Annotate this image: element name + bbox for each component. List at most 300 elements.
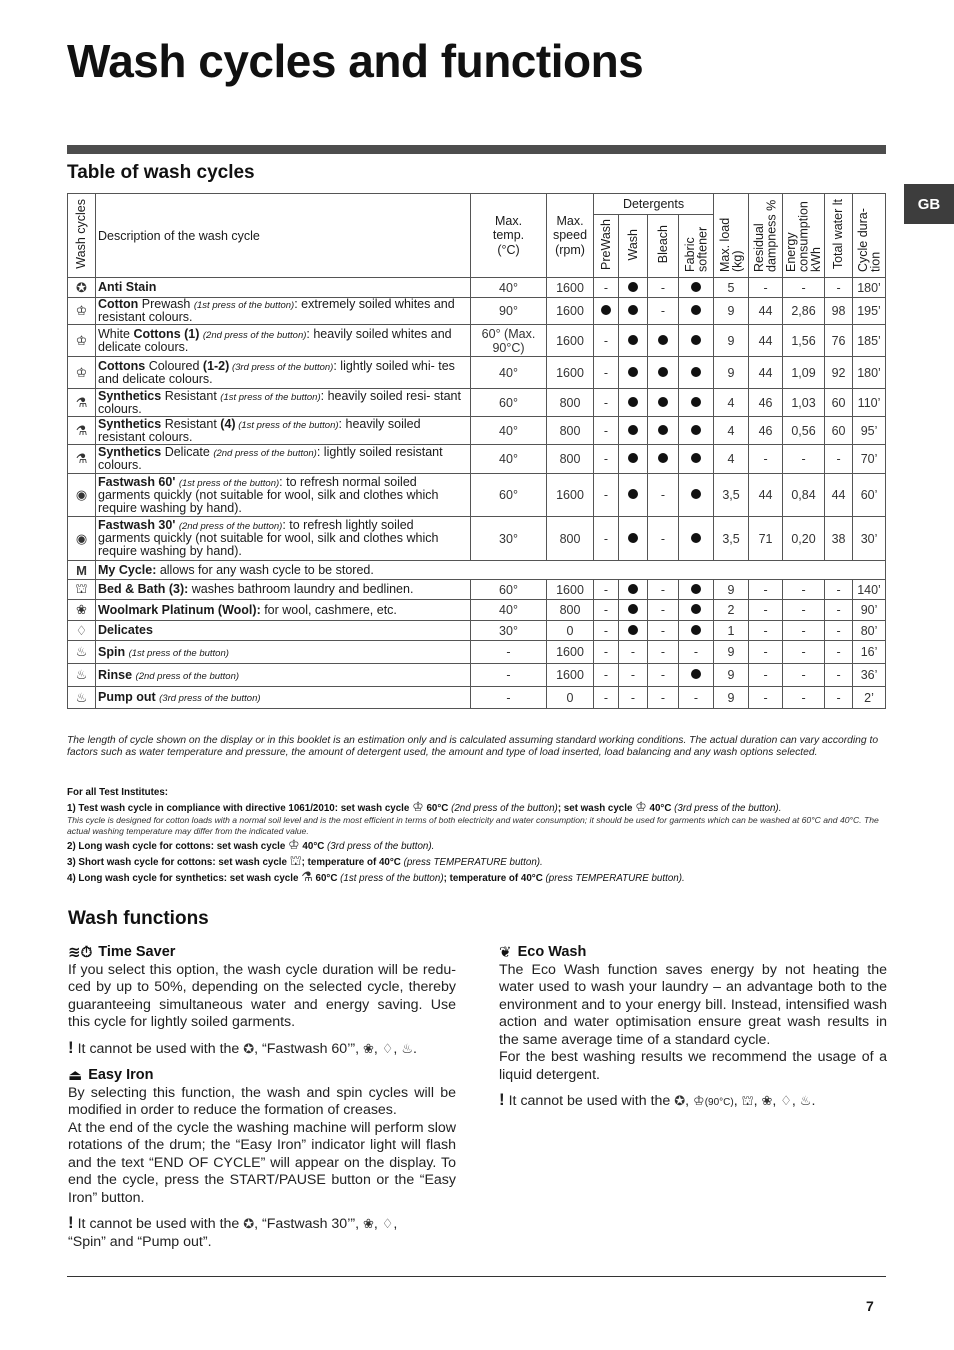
table-row bbox=[68, 417, 886, 445]
residual-cell: - bbox=[749, 580, 783, 600]
page-number: 7 bbox=[866, 1298, 874, 1314]
header-energy: Energy consumption kWh bbox=[783, 194, 825, 278]
detergent-dot bbox=[628, 489, 638, 499]
header-wash-cycles: Wash cycles bbox=[68, 194, 96, 278]
wash-cell bbox=[619, 600, 648, 621]
easy-iron-warning: ! It cannot be used with the ✪, “Fastwash 30’”, ❀, ♢, “Spin” and “Pump out”. bbox=[68, 1213, 398, 1250]
header-residual: Residual dampness % bbox=[749, 194, 783, 278]
header-water: Total water lt bbox=[825, 194, 853, 278]
prewash-cell: - bbox=[594, 417, 619, 445]
detergent-dot bbox=[628, 425, 638, 435]
duration-cell: 140’ bbox=[853, 580, 886, 600]
softener-cell: - bbox=[679, 687, 714, 709]
energy-cell: 0,56 bbox=[783, 417, 825, 445]
wash-cell: - bbox=[619, 664, 648, 687]
time-saver-text: If you select this option, the wash cycle duration will be redu- ced by up to 50%, depending on the selected cycle, thereby guaranteeing simultaneous water and energy saving. Use this cycle for lightly soiled garments. bbox=[68, 961, 456, 1030]
bleach-cell: - bbox=[648, 517, 679, 561]
bleach-cell: - bbox=[648, 474, 679, 517]
wool-icon: ❀ bbox=[362, 1216, 374, 1231]
softener-cell bbox=[679, 621, 714, 641]
header-description: Description of the wash cycle bbox=[96, 194, 471, 278]
detergent-dot bbox=[658, 397, 668, 407]
table-heading: Table of wash cycles bbox=[67, 162, 255, 183]
fastwash-icon: ◉ bbox=[75, 487, 88, 503]
wash-cell bbox=[619, 298, 648, 325]
max-speed-cell: 1600 bbox=[547, 278, 594, 298]
bleach-cell bbox=[648, 357, 679, 389]
cycle-description: My Cycle: allows for any wash cycle to be stored. bbox=[96, 561, 886, 580]
energy-cell: - bbox=[783, 664, 825, 687]
prewash-cell: - bbox=[594, 517, 619, 561]
max-speed-cell: 800 bbox=[547, 445, 594, 474]
table-row bbox=[68, 325, 886, 357]
shirt-icon: ♔ bbox=[75, 303, 88, 319]
water-cell: 98 bbox=[825, 298, 853, 325]
max-load-cell: 4 bbox=[714, 417, 749, 445]
water-cell: 44 bbox=[825, 474, 853, 517]
duration-cell: 2’ bbox=[853, 687, 886, 709]
wash-cell bbox=[619, 357, 648, 389]
detergent-dot bbox=[691, 625, 701, 635]
bleach-cell: - bbox=[648, 278, 679, 298]
softener-cell bbox=[679, 474, 714, 517]
max-speed-cell: 0 bbox=[547, 687, 594, 709]
water-cell: 60 bbox=[825, 389, 853, 417]
table-row bbox=[68, 621, 886, 641]
duration-cell: 60’ bbox=[853, 474, 886, 517]
max-speed-cell: 1600 bbox=[547, 325, 594, 357]
wash-cell bbox=[619, 325, 648, 357]
max-load-cell: 4 bbox=[714, 445, 749, 474]
softener-cell bbox=[679, 517, 714, 561]
residual-cell: - bbox=[749, 278, 783, 298]
duration-cell: 16’ bbox=[853, 641, 886, 664]
header-max-load: Max. load (kg) bbox=[714, 194, 749, 278]
header-max-temp: Max. temp. (°C) bbox=[471, 194, 547, 278]
cycle-description: Rinse (2nd press of the button) bbox=[96, 664, 471, 687]
functions-left-column bbox=[68, 944, 456, 1251]
cycle-description: Delicates bbox=[96, 621, 471, 641]
water-cell: - bbox=[825, 445, 853, 474]
max-temp-cell: 60° (Max. 90°C) bbox=[471, 325, 547, 357]
softener-cell bbox=[679, 298, 714, 325]
detergent-dot bbox=[691, 669, 701, 679]
max-load-cell: 3,5 bbox=[714, 517, 749, 561]
duration-cell: 110’ bbox=[853, 389, 886, 417]
eco-wash-text-2: For the best washing results we recommend the usage of a liquid detergent. bbox=[499, 1049, 887, 1083]
cycle-description: Anti Stain bbox=[96, 278, 471, 298]
water-cell: 92 bbox=[825, 357, 853, 389]
detergent-dot bbox=[628, 282, 638, 292]
water-cell: - bbox=[825, 600, 853, 621]
table-row bbox=[68, 474, 886, 517]
synthetics-icon: ⚗ bbox=[75, 451, 88, 467]
wash-cell bbox=[619, 278, 648, 298]
header-prewash: PreWash bbox=[594, 215, 619, 278]
shirt-icon: ♔ bbox=[75, 364, 88, 380]
detergent-dot bbox=[628, 367, 638, 377]
anti-stain-icon: ✪ bbox=[243, 1040, 255, 1056]
energy-cell: 1,56 bbox=[783, 325, 825, 357]
residual-cell: 44 bbox=[749, 298, 783, 325]
max-temp-cell: 30° bbox=[471, 621, 547, 641]
bleach-cell bbox=[648, 325, 679, 357]
prewash-cell: - bbox=[594, 664, 619, 687]
detergent-dot bbox=[691, 604, 701, 614]
delicates-icon: ♢ bbox=[381, 1040, 394, 1056]
wash-cell: - bbox=[619, 641, 648, 664]
wash-cell bbox=[619, 445, 648, 474]
cycle-description: Cotton Prewash (1st press of the button): extremely soiled whites and resistant colours. bbox=[96, 298, 471, 325]
softener-cell bbox=[679, 357, 714, 389]
cycle-description: Synthetics Resistant (1st press of the button): heavily soiled resi- stant colours. bbox=[96, 389, 471, 417]
water-cell: - bbox=[825, 687, 853, 709]
prewash-cell: - bbox=[594, 580, 619, 600]
water-cell: - bbox=[825, 621, 853, 641]
bleach-cell: - bbox=[648, 641, 679, 664]
spin-icon: ♨ bbox=[401, 1040, 413, 1056]
duration-cell: 95’ bbox=[853, 417, 886, 445]
wash-cell bbox=[619, 474, 648, 517]
max-temp-cell: 40° bbox=[471, 357, 547, 389]
residual-cell: 46 bbox=[749, 417, 783, 445]
wash-cell bbox=[619, 389, 648, 417]
residual-cell: 71 bbox=[749, 517, 783, 561]
my-cycle-icon: M bbox=[76, 562, 87, 578]
max-speed-cell: 800 bbox=[547, 389, 594, 417]
water-cell: 60 bbox=[825, 417, 853, 445]
energy-cell: 1,09 bbox=[783, 357, 825, 389]
max-speed-cell: 1600 bbox=[547, 580, 594, 600]
wool-icon: ❀ bbox=[761, 1093, 773, 1108]
cycle-length-note: The length of cycle shown on the display or in this booklet is an estimation only and is calculated assuming standard working conditions. The actual duration can vary according to factors such as water temperature and pressure, the amount of detergent used, the amount and type of load inserted, load balancing and any wash options selected. bbox=[67, 735, 879, 758]
time-saver-icon: ≋⏱ bbox=[68, 944, 93, 961]
prewash-cell: - bbox=[594, 278, 619, 298]
leaf-icon: ❦ bbox=[499, 944, 512, 961]
residual-cell: 44 bbox=[749, 325, 783, 357]
synthetics-icon: ⚗ bbox=[301, 868, 313, 884]
max-temp-cell: - bbox=[471, 641, 547, 664]
max-speed-cell: 800 bbox=[547, 517, 594, 561]
max-temp-cell: 40° bbox=[471, 417, 547, 445]
energy-cell: - bbox=[783, 445, 825, 474]
max-load-cell: 5 bbox=[714, 278, 749, 298]
softener-cell bbox=[679, 325, 714, 357]
anti-stain-icon: ✪ bbox=[674, 1093, 686, 1108]
bleach-cell bbox=[648, 389, 679, 417]
duration-cell: 80’ bbox=[853, 621, 886, 641]
prewash-cell: - bbox=[594, 641, 619, 664]
water-cell: - bbox=[825, 664, 853, 687]
detergent-dot bbox=[628, 305, 638, 315]
warning-icon: ! bbox=[68, 1037, 74, 1057]
wool-icon: ❀ bbox=[76, 602, 87, 618]
shirt-icon: ♔ bbox=[288, 836, 300, 852]
bleach-cell bbox=[648, 445, 679, 474]
test-institutes-notes bbox=[67, 787, 887, 885]
max-load-cell: 9 bbox=[714, 641, 749, 664]
water-cell: - bbox=[825, 278, 853, 298]
max-speed-cell: 1600 bbox=[547, 641, 594, 664]
institutes-line-1: 1) Test wash cycle in compliance with directive 1061/2010: set wash cycle ♔ 60°C (2nd press of the button); set wash cycle ♔ 40°C (3rd press of the button). bbox=[67, 799, 782, 815]
max-load-cell: 9 bbox=[714, 664, 749, 687]
cycle-description: Bed & Bath (3): washes bathroom laundry and bedlinen. bbox=[96, 580, 471, 600]
page-title: Wash cycles and functions bbox=[67, 35, 644, 87]
max-load-cell: 9 bbox=[714, 580, 749, 600]
detergent-dot bbox=[601, 305, 611, 315]
energy-cell: 0,84 bbox=[783, 474, 825, 517]
max-speed-cell: 800 bbox=[547, 600, 594, 621]
max-load-cell: 1 bbox=[714, 621, 749, 641]
bleach-cell: - bbox=[648, 687, 679, 709]
max-load-cell: 2 bbox=[714, 600, 749, 621]
residual-cell: - bbox=[749, 687, 783, 709]
eco-wash-text-1: The Eco Wash function saves energy by not heating the water used to wash your laundry – an advantage both to the environment and to your energy bill. Instead, intensified wash action and water optimisation ensure great wash results in the same average time of a standard cycle. bbox=[499, 961, 887, 1048]
table-row bbox=[68, 561, 886, 580]
wash-cell bbox=[619, 417, 648, 445]
table-row bbox=[68, 298, 886, 325]
table-row bbox=[68, 687, 886, 709]
shirt-icon: ♔ bbox=[635, 799, 647, 815]
water-cell: 38 bbox=[825, 517, 853, 561]
wash-cell: - bbox=[619, 687, 648, 709]
detergent-dot bbox=[628, 625, 638, 635]
detergent-dot bbox=[691, 367, 701, 377]
table-row bbox=[68, 357, 886, 389]
functions-heading: Wash functions bbox=[68, 908, 209, 929]
wash-cycles-table bbox=[67, 193, 886, 709]
max-load-cell: 9 bbox=[714, 687, 749, 709]
softener-cell bbox=[679, 389, 714, 417]
prewash-cell bbox=[594, 298, 619, 325]
header-detergents: Detergents bbox=[594, 194, 714, 215]
max-load-cell: 9 bbox=[714, 298, 749, 325]
warning-icon: ! bbox=[499, 1090, 505, 1109]
bed-bath-icon: ⛫ bbox=[741, 1093, 754, 1108]
max-speed-cell: 1600 bbox=[547, 474, 594, 517]
functions-right-column bbox=[499, 944, 887, 1112]
easy-iron-text-1: By selecting this function, the wash and spin cycles will be modified in order to reduce the formation of creases. bbox=[68, 1084, 456, 1118]
institutes-line-4: 4) Long wash cycle for synthetics: set wash cycle ⚗ 60°C (1st press of the button); temperature of 40°C (press TEMPERATURE button). bbox=[67, 868, 685, 884]
institutes-line-3: 3) Short wash cycle for cottons: set wash cycle ⛫; temperature of 40°C (press TEMPERATURE button). bbox=[67, 852, 543, 868]
synthetics-icon: ⚗ bbox=[75, 394, 88, 410]
fastwash-icon: ◉ bbox=[75, 530, 88, 546]
energy-cell: - bbox=[783, 621, 825, 641]
energy-cell: 1,03 bbox=[783, 389, 825, 417]
detergent-dot bbox=[628, 604, 638, 614]
residual-cell: - bbox=[749, 641, 783, 664]
energy-cell: - bbox=[783, 600, 825, 621]
residual-cell: - bbox=[749, 664, 783, 687]
iron-icon: ⏏ bbox=[68, 1067, 83, 1084]
residual-cell: - bbox=[749, 600, 783, 621]
warning-icon: ! bbox=[68, 1213, 74, 1232]
bed-bath-icon: ⛫ bbox=[289, 852, 302, 868]
table-row bbox=[68, 641, 886, 664]
detergent-dot bbox=[691, 584, 701, 594]
detergent-dot bbox=[691, 282, 701, 292]
duration-cell: 90’ bbox=[853, 600, 886, 621]
duration-cell: 195’ bbox=[853, 298, 886, 325]
softener-cell bbox=[679, 417, 714, 445]
bed-bath-icon: ⛫ bbox=[75, 580, 88, 596]
max-temp-cell: 60° bbox=[471, 474, 547, 517]
bleach-cell: - bbox=[648, 600, 679, 621]
prewash-cell: - bbox=[594, 325, 619, 357]
title-rule bbox=[67, 145, 886, 154]
residual-cell: - bbox=[749, 445, 783, 474]
cycle-description: Fastwash 60' (1st press of the button): to refresh normal soiled garments quickly (not suitable for wool, silk and clothes which require washing by hand). bbox=[96, 474, 471, 517]
max-speed-cell: 1600 bbox=[547, 664, 594, 687]
max-temp-cell: 40° bbox=[471, 278, 547, 298]
max-temp-cell: 90° bbox=[471, 298, 547, 325]
detergent-dot bbox=[628, 453, 638, 463]
softener-cell bbox=[679, 600, 714, 621]
energy-cell: - bbox=[783, 641, 825, 664]
shirt-icon: ♔ bbox=[75, 332, 88, 348]
water-cell: - bbox=[825, 580, 853, 600]
cycle-description: Woolmark Platinum (Wool): for wool, cashmere, etc. bbox=[96, 600, 471, 621]
energy-cell: - bbox=[783, 278, 825, 298]
water-cell: 76 bbox=[825, 325, 853, 357]
prewash-cell: - bbox=[594, 474, 619, 517]
detergent-dot bbox=[691, 397, 701, 407]
max-temp-cell: 40° bbox=[471, 445, 547, 474]
max-temp-cell: 60° bbox=[471, 580, 547, 600]
max-temp-cell: 40° bbox=[471, 600, 547, 621]
institutes-line-2: 2) Long wash cycle for cottons: set wash cycle ♔ 40°C (3rd press of the button). bbox=[67, 836, 435, 852]
cycle-description: Pump out (3rd press of the button) bbox=[96, 687, 471, 709]
energy-cell: 2,86 bbox=[783, 298, 825, 325]
anti-stain-icon: ✪ bbox=[243, 1216, 255, 1231]
max-load-cell: 4 bbox=[714, 389, 749, 417]
max-temp-cell: - bbox=[471, 664, 547, 687]
bleach-cell: - bbox=[648, 664, 679, 687]
table-row bbox=[68, 600, 886, 621]
cycle-description: White Cottons (1) (2nd press of the button): heavily soiled whites and delicate colours. bbox=[96, 325, 471, 357]
softener-cell bbox=[679, 580, 714, 600]
max-speed-cell: 1600 bbox=[547, 357, 594, 389]
energy-cell: - bbox=[783, 687, 825, 709]
duration-cell: 36’ bbox=[853, 664, 886, 687]
table-row bbox=[68, 580, 886, 600]
synthetics-icon: ⚗ bbox=[75, 422, 88, 438]
detergent-dot bbox=[658, 335, 668, 345]
eco-wash-warning: ! It cannot be used with the ✪, ♔(90°C), ⛫, ❀, ♢, ♨. bbox=[499, 1090, 816, 1109]
cycle-description: Synthetics Resistant (4) (1st press of the button): heavily soiled resistant colours. bbox=[96, 417, 471, 445]
header-bleach: Bleach bbox=[648, 215, 679, 278]
detergent-dot bbox=[691, 489, 701, 499]
cycle-description: Fastwash 30' (2nd press of the button): to refresh lightly soiled garments quickly (not suitable for wool, silk and clothes which require washing by hand). bbox=[96, 517, 471, 561]
detergent-dot bbox=[658, 367, 668, 377]
softener-cell bbox=[679, 278, 714, 298]
max-load-cell: 9 bbox=[714, 357, 749, 389]
prewash-cell: - bbox=[594, 389, 619, 417]
bleach-cell bbox=[648, 417, 679, 445]
delicates-icon: ♢ bbox=[381, 1216, 394, 1231]
duration-cell: 70’ bbox=[853, 445, 886, 474]
detergent-dot bbox=[628, 335, 638, 345]
max-speed-cell: 1600 bbox=[547, 298, 594, 325]
residual-cell: - bbox=[749, 621, 783, 641]
wash-cycles-body bbox=[68, 278, 886, 709]
header-duration: Cycle dura- tion bbox=[853, 194, 886, 278]
duration-cell: 180’ bbox=[853, 278, 886, 298]
detergent-dot bbox=[658, 453, 668, 463]
max-temp-cell: - bbox=[471, 687, 547, 709]
max-temp-cell: 60° bbox=[471, 389, 547, 417]
language-tab: GB bbox=[904, 184, 954, 224]
detergent-dot bbox=[691, 425, 701, 435]
duration-cell: 30’ bbox=[853, 517, 886, 561]
easy-iron-title: ⏏ Easy Iron bbox=[68, 1067, 154, 1084]
institutes-heading: For all Test Institutes: bbox=[67, 787, 169, 798]
table-row bbox=[68, 664, 886, 687]
eco-wash-title: ❦ Eco Wash bbox=[499, 944, 587, 961]
detergent-dot bbox=[658, 425, 668, 435]
wool-icon: ❀ bbox=[362, 1040, 374, 1056]
table-row bbox=[68, 517, 886, 561]
wash-cell bbox=[619, 580, 648, 600]
spin-icon: ♨ bbox=[799, 1093, 812, 1108]
wash-cell bbox=[619, 517, 648, 561]
prewash-cell: - bbox=[594, 600, 619, 621]
prewash-cell: - bbox=[594, 687, 619, 709]
header-softener: Fabric softener bbox=[679, 215, 714, 278]
bottom-rule bbox=[67, 1276, 886, 1277]
residual-cell: 44 bbox=[749, 474, 783, 517]
spin-icon: ♨ bbox=[75, 644, 88, 660]
cycle-description: Synthetics Delicate (2nd press of the button): lightly soiled resistant colours. bbox=[96, 445, 471, 474]
bleach-cell: - bbox=[648, 621, 679, 641]
softener-cell bbox=[679, 664, 714, 687]
residual-cell: 46 bbox=[749, 389, 783, 417]
shirt-icon: ♔ bbox=[693, 1093, 705, 1108]
shirt-icon: ♔ bbox=[412, 799, 424, 815]
duration-cell: 185’ bbox=[853, 325, 886, 357]
softener-cell: - bbox=[679, 641, 714, 664]
prewash-cell: - bbox=[594, 621, 619, 641]
detergent-dot bbox=[691, 533, 701, 543]
table-row bbox=[68, 389, 886, 417]
energy-cell: - bbox=[783, 580, 825, 600]
wash-cell bbox=[619, 621, 648, 641]
max-load-cell: 3,5 bbox=[714, 474, 749, 517]
delicates-icon: ♢ bbox=[75, 622, 88, 638]
max-speed-cell: 0 bbox=[547, 621, 594, 641]
spin-icon: ♨ bbox=[75, 667, 88, 683]
easy-iron-text-2: At the end of the cycle the washing machine will perform slow rotations of the drum; the “Easy Iron” indicator light will flash and the text “END OF CYCLE” will appear on the display. To end the cycle, press the START/PAUSE button or the “Easy Iron” button. bbox=[68, 1119, 456, 1206]
table-row bbox=[68, 445, 886, 474]
detergent-dot bbox=[691, 335, 701, 345]
duration-cell: 180’ bbox=[853, 357, 886, 389]
water-cell: - bbox=[825, 641, 853, 664]
residual-cell: 44 bbox=[749, 357, 783, 389]
cycle-description: Spin (1st press of the button) bbox=[96, 641, 471, 664]
detergent-dot bbox=[628, 584, 638, 594]
detergent-dot bbox=[628, 533, 638, 543]
softener-cell bbox=[679, 445, 714, 474]
detergent-dot bbox=[691, 305, 701, 315]
bleach-cell: - bbox=[648, 580, 679, 600]
prewash-cell: - bbox=[594, 357, 619, 389]
bleach-cell: - bbox=[648, 298, 679, 325]
header-wash: Wash bbox=[619, 215, 648, 278]
energy-cell: 0,20 bbox=[783, 517, 825, 561]
max-speed-cell: 800 bbox=[547, 417, 594, 445]
anti-stain-icon: ✪ bbox=[76, 279, 87, 295]
header-max-speed: Max. speed (rpm) bbox=[547, 194, 594, 278]
